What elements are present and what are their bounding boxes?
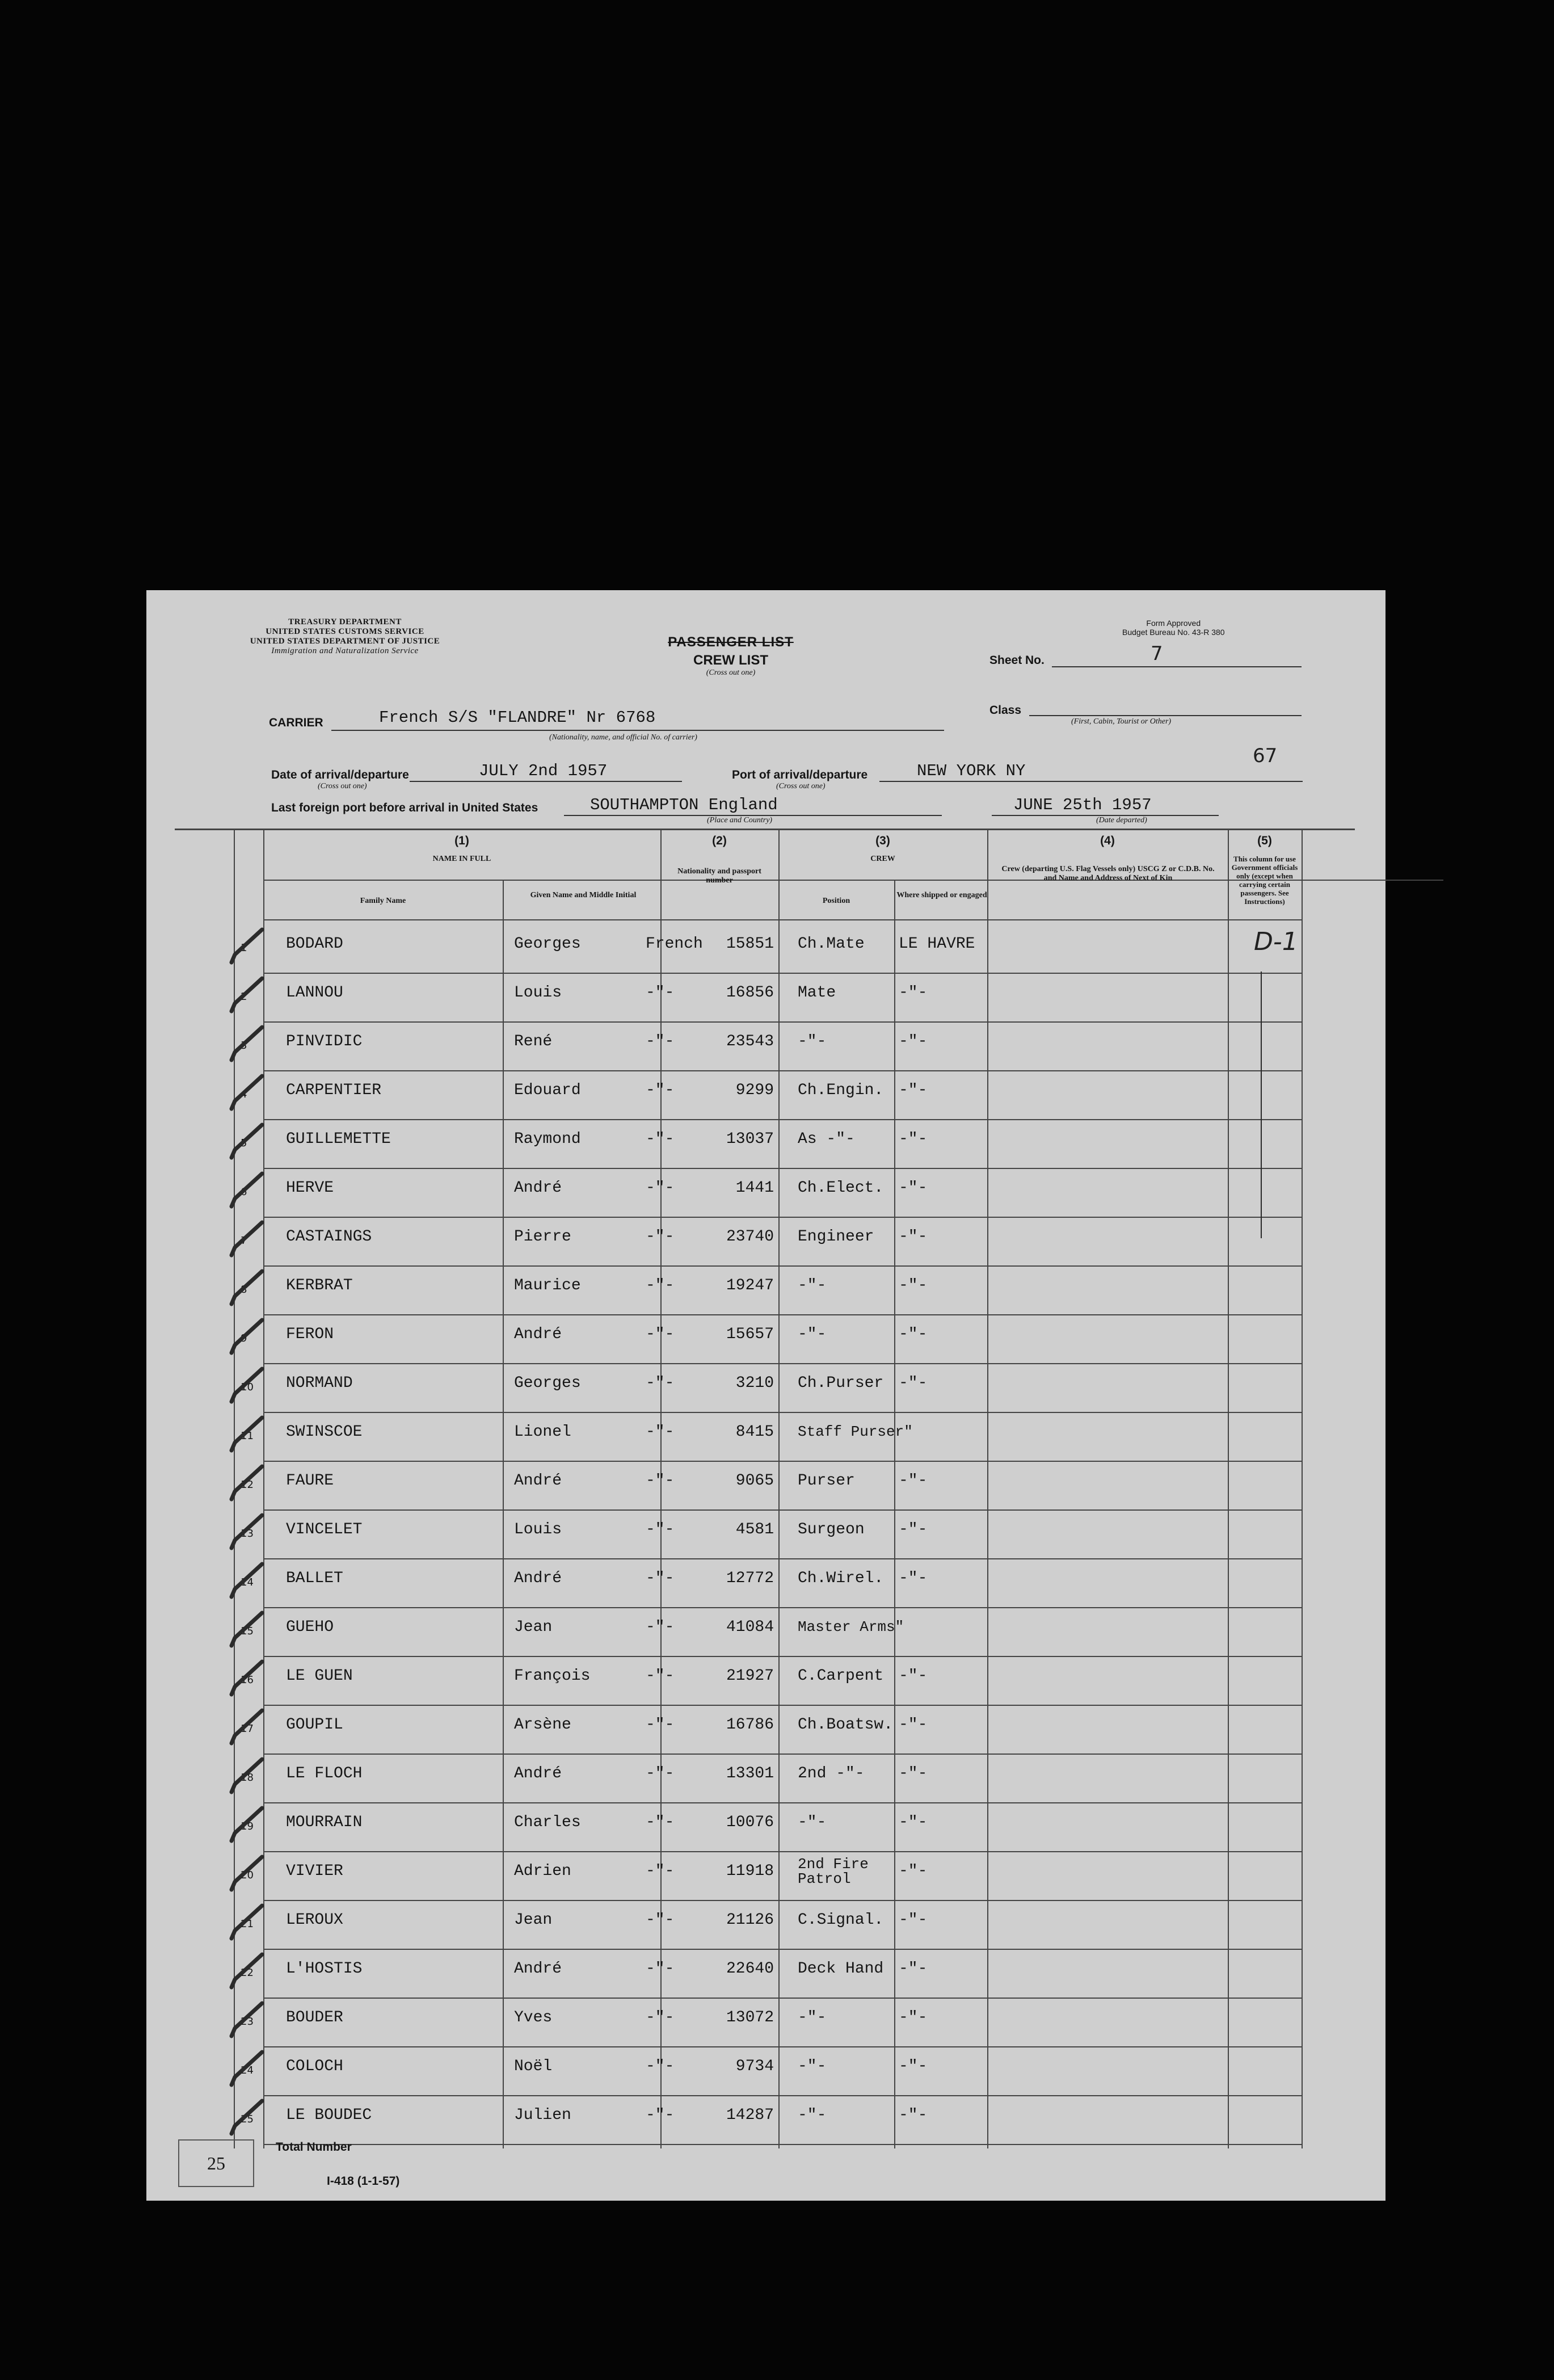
check-mark-icon [229, 1269, 267, 1309]
row-number: 4 [241, 1088, 247, 1100]
passport-cell: 9065 [735, 1472, 774, 1490]
given-name-cell: André [514, 1179, 562, 1197]
passport-cell: 1441 [735, 1179, 774, 1197]
total-number-value: 25 [207, 2152, 225, 2173]
given-name-cell: Arsène [514, 1716, 571, 1734]
table-row [146, 1315, 1385, 1364]
passport-cell: 23543 [726, 1033, 774, 1050]
shipped-cell: -"- [899, 2106, 928, 2124]
shipped-cell: -"- [899, 1862, 928, 1880]
passport-cell: 12772 [726, 1570, 774, 1587]
table-top-rule [175, 829, 1355, 830]
given-name-cell: Pierre [514, 1228, 571, 1246]
given-name-cell: François [514, 1667, 591, 1685]
shipped-cell: LE HAVRE [899, 935, 975, 953]
position-cell: Surgeon [798, 1521, 865, 1538]
table-row [146, 1023, 1385, 1071]
family-name-cell: SWINSCOE [286, 1423, 363, 1441]
table-row [146, 974, 1385, 1023]
departed-note: (Date departed) [1096, 816, 1147, 825]
col1-title: NAME IN FULL [432, 855, 491, 863]
carrier-note: (Nationality, name, and official No. of carrier) [549, 733, 697, 742]
check-mark-icon [229, 1171, 267, 1211]
nationality-cell: -"- [646, 1033, 675, 1050]
nationality-cell: -"- [646, 1082, 675, 1099]
position-cell: Purser [798, 1472, 855, 1490]
row-number: 2 [241, 991, 247, 1003]
check-mark-icon [229, 1659, 267, 1699]
col1-number: (1) [454, 834, 469, 847]
check-mark-icon [229, 2050, 267, 2089]
class-label: Class [989, 704, 1022, 717]
check-mark-icon [229, 1855, 267, 1894]
shipped-cell: -"- [899, 984, 928, 1002]
family-name-cell: GOUPIL [286, 1716, 343, 1734]
table-row [146, 1803, 1385, 1852]
position-cell: 2nd Fire Patrol [798, 1856, 869, 1887]
total-number-box [178, 2139, 254, 2187]
nationality-cell: -"- [646, 1521, 675, 1538]
position-cell: Ch.Elect. [798, 1179, 884, 1197]
row-number: 1 [241, 942, 247, 954]
position-cell: 2nd -"- [798, 1765, 865, 1782]
row-number: 19 [241, 1820, 254, 1832]
position-header: Position [822, 897, 850, 905]
total-number-label: Total Number [276, 2141, 352, 2154]
last-port-value: SOUTHAMPTON England [590, 796, 778, 814]
family-name-header: Family Name [360, 897, 406, 905]
passport-cell: 23740 [726, 1228, 774, 1246]
table-row [146, 1218, 1385, 1267]
passport-cell: 41084 [726, 1618, 774, 1636]
row-number: 25 [241, 2113, 254, 2125]
shipped-cell: -"- [899, 1179, 928, 1197]
table-row [146, 1999, 1385, 2047]
shipped-cell: -"- [899, 1082, 928, 1099]
passport-cell: 9734 [735, 2058, 774, 2075]
shipped-cell: -"- [899, 1277, 928, 1294]
given-name-cell: Raymond [514, 1130, 581, 1148]
table-row [146, 1706, 1385, 1755]
position-cell: -"- [798, 1814, 827, 1831]
check-mark-icon [229, 976, 267, 1016]
given-name-cell: Edouard [514, 1082, 581, 1099]
nationality-cell: -"- [646, 1374, 675, 1392]
passenger-list-struck: PASSENGER LIST [668, 634, 794, 650]
position-cell: Engineer [798, 1228, 874, 1246]
port-value: NEW YORK NY [917, 762, 1026, 780]
position-cell: C.Carpent [798, 1667, 884, 1685]
row-number: 22 [241, 1967, 254, 1979]
passport-cell: 8415 [735, 1423, 774, 1441]
cross-out-note: (Cross out one) [706, 668, 756, 677]
nationality-cell: -"- [646, 1277, 675, 1294]
table-row [146, 1462, 1385, 1511]
nationality-cell: -"- [646, 1716, 675, 1734]
position-cell: -"- [798, 2009, 827, 2026]
family-name-cell: CARPENTIER [286, 1082, 382, 1099]
passport-cell: 16786 [726, 1716, 774, 1734]
row-number: 9 [241, 1332, 247, 1344]
row-number: 20 [241, 1869, 254, 1881]
check-mark-icon [229, 1318, 267, 1357]
check-mark-icon [229, 1757, 267, 1797]
shipped-cell: -"- [899, 2009, 928, 2026]
given-name-cell: Georges [514, 935, 581, 953]
family-name-cell: LEROUX [286, 1911, 343, 1929]
given-name-cell: Yves [514, 2009, 553, 2026]
position-cell: -"- [798, 1277, 827, 1294]
check-mark-icon [229, 1464, 267, 1504]
given-name-cell: Noël [514, 2058, 553, 2075]
family-name-cell: FERON [286, 1326, 334, 1343]
port-label: Port of arrival/departure [732, 768, 868, 781]
nationality-cell: -"- [646, 984, 675, 1002]
row-number: 11 [241, 1430, 254, 1442]
row-number: 5 [241, 1137, 247, 1149]
check-mark-icon [229, 1708, 267, 1748]
approved-line-1: Form Approved [1146, 619, 1201, 628]
family-name-cell: LANNOU [286, 984, 343, 1002]
check-mark-icon [229, 1611, 267, 1650]
col5-title: This column for use Government officials only (except when carrying certain passengers. See Instructions) [1231, 855, 1298, 906]
check-mark-icon [229, 1952, 267, 1992]
position-cell: -"- [798, 2106, 827, 2124]
passport-cell: 4581 [735, 1521, 774, 1538]
position-cell: Ch.Engin. [798, 1082, 884, 1099]
row-number: 18 [241, 1772, 254, 1784]
table-row [146, 1608, 1385, 1657]
row-number: 24 [241, 2064, 254, 2076]
given-name-cell: André [514, 1960, 562, 1978]
check-mark-icon [229, 1122, 267, 1162]
row-number: 16 [241, 1674, 254, 1686]
shipped-cell: -"- [899, 1326, 928, 1343]
row-number: 14 [241, 1576, 254, 1588]
last-port-label: Last foreign port before arrival in United States [271, 801, 538, 814]
nationality-cell: -"- [646, 1667, 675, 1685]
agency-line-4: Immigration and Naturalization Service [271, 646, 419, 655]
table-row [146, 1267, 1385, 1315]
table-row [146, 1852, 1385, 1901]
passport-cell: 3210 [735, 1374, 774, 1392]
row-rule [263, 2144, 1302, 2145]
family-name-cell: LE BOUDEC [286, 2106, 372, 2124]
agency-line-2: UNITED STATES CUSTOMS SERVICE [266, 627, 424, 636]
departed-value: JUNE 25th 1957 [1013, 796, 1152, 814]
passport-cell: 13037 [726, 1130, 774, 1148]
passport-cell: 22640 [726, 1960, 774, 1978]
row-number: 13 [241, 1528, 254, 1540]
table-row [146, 1950, 1385, 1999]
shipped-cell: -"- [899, 1521, 928, 1538]
position-cell: Ch.Wirel. [798, 1570, 884, 1587]
class-note: (First, Cabin, Tourist or Other) [1071, 717, 1172, 726]
position-cell: Master Arms" [798, 1618, 904, 1635]
nationality-cell: -"- [646, 1765, 675, 1782]
position-cell: Deck Hand [798, 1960, 884, 1978]
shipped-header: Where shipped or engaged [896, 891, 987, 899]
port-cross-note: (Cross out one) [776, 782, 826, 790]
col3-number: (3) [875, 834, 890, 847]
nationality-cell: -"- [646, 2106, 675, 2124]
shipped-cell: -"- [899, 1911, 928, 1929]
position-cell: Staff Purser" [798, 1423, 913, 1440]
row-number: 15 [241, 1625, 254, 1637]
shipped-cell: -"- [899, 1570, 928, 1587]
table-row [146, 1755, 1385, 1803]
passport-cell: 13072 [726, 2009, 774, 2026]
position-cell: Mate [798, 984, 836, 1002]
official-annotation-line [1261, 972, 1262, 1238]
check-mark-icon [229, 1025, 267, 1065]
approved-line-2: Budget Bureau No. 43-R 380 [1122, 628, 1225, 637]
date-cross-note: (Cross out one) [318, 782, 367, 790]
given-name-cell: Lionel [514, 1423, 571, 1441]
carrier-label: CARRIER [269, 716, 323, 729]
table-row [146, 925, 1385, 974]
col3-title: CREW [870, 855, 895, 863]
given-name-cell: André [514, 1326, 562, 1343]
row-number: 12 [241, 1479, 254, 1491]
given-name-cell: Louis [514, 984, 562, 1002]
table-row [146, 1413, 1385, 1462]
given-name-cell: André [514, 1765, 562, 1782]
family-name-cell: BALLET [286, 1570, 343, 1587]
shipped-cell: -"- [899, 1228, 928, 1246]
position-cell: Ch.Mate [798, 935, 865, 953]
shipped-cell: -"- [899, 1814, 928, 1831]
family-name-cell: NORMAND [286, 1374, 353, 1392]
nationality-cell: -"- [646, 1814, 675, 1831]
sheet-label: Sheet No. [989, 654, 1045, 667]
passport-cell: 19247 [726, 1277, 774, 1294]
family-name-cell: LE GUEN [286, 1667, 353, 1685]
passport-cell: 11918 [726, 1862, 774, 1880]
passport-cell: 9299 [735, 1082, 774, 1099]
family-name-cell: VINCELET [286, 1521, 363, 1538]
family-name-cell: GUILLEMETTE [286, 1130, 391, 1148]
shipped-cell: -"- [899, 1667, 928, 1685]
nationality-cell: -"- [646, 1862, 675, 1880]
date-value: JULY 2nd 1957 [479, 762, 608, 780]
check-mark-icon [229, 1415, 267, 1455]
family-name-cell: BODARD [286, 935, 343, 953]
table-row [146, 2047, 1385, 2096]
shipped-cell: -"- [899, 2058, 928, 2075]
agency-line-3: UNITED STATES DEPARTMENT OF JUSTICE [250, 637, 440, 646]
crew-list-form [146, 590, 1385, 2201]
sheet-number: 7 [1151, 642, 1163, 665]
table-row [146, 1071, 1385, 1120]
nationality-cell: -"- [646, 1570, 675, 1587]
given-name-cell: Julien [514, 2106, 571, 2124]
nationality-cell: -"- [646, 2009, 675, 2026]
position-cell: Ch.Boatsw. [798, 1716, 894, 1734]
date-label: Date of arrival/departure [271, 768, 409, 781]
given-name-cell: André [514, 1472, 562, 1490]
table-row [146, 1901, 1385, 1950]
given-name-header: Given Name and Middle Initial [530, 891, 637, 899]
family-name-cell: HERVE [286, 1179, 334, 1197]
check-mark-icon [229, 2099, 267, 2138]
passport-cell: 13301 [726, 1765, 774, 1782]
nationality-cell: French [646, 935, 703, 953]
check-mark-icon [229, 2001, 267, 2041]
shipped-cell: -"- [899, 1130, 928, 1148]
family-name-cell: COLOCH [286, 2058, 343, 2075]
official-annotation: D-1 [1254, 927, 1298, 956]
row-number: 3 [241, 1040, 247, 1052]
position-cell: As -"- [798, 1130, 855, 1148]
shipped-cell: -"- [899, 1765, 928, 1782]
given-name-cell: Maurice [514, 1277, 581, 1294]
family-name-cell: CASTAINGS [286, 1228, 372, 1246]
passport-cell: 21126 [726, 1911, 774, 1929]
table-row [146, 2096, 1385, 2145]
row-number: 17 [241, 1723, 254, 1735]
position-cell: C.Signal. [798, 1911, 884, 1929]
position-cell: -"- [798, 2058, 827, 2075]
nationality-cell: -"- [646, 1130, 675, 1148]
table-row [146, 1559, 1385, 1608]
family-name-cell: MOURRAIN [286, 1814, 363, 1831]
row-number: 21 [241, 1918, 254, 1930]
check-mark-icon [229, 1903, 267, 1943]
family-name-cell: LE FLOCH [286, 1765, 363, 1782]
shipped-cell: -"- [899, 1716, 928, 1734]
nationality-cell: -"- [646, 1960, 675, 1978]
nationality-cell: -"- [646, 1228, 675, 1246]
table-row [146, 1657, 1385, 1706]
given-name-cell: Jean [514, 1618, 553, 1636]
nationality-cell: -"- [646, 2058, 675, 2075]
check-mark-icon [229, 1220, 267, 1260]
place-note: (Place and Country) [707, 816, 773, 825]
check-mark-icon [229, 1074, 267, 1113]
row-number: 10 [241, 1381, 254, 1393]
table-row [146, 1511, 1385, 1559]
position-cell: Ch.Purser [798, 1374, 884, 1392]
row-number: 23 [241, 2016, 254, 2028]
check-mark-icon [229, 1513, 267, 1553]
crew-list-title: CREW LIST [693, 653, 768, 668]
position-cell: -"- [798, 1326, 827, 1343]
nationality-cell: -"- [646, 1326, 675, 1343]
row-number: 7 [241, 1235, 247, 1247]
given-name-cell: André [514, 1570, 562, 1587]
passport-cell: 10076 [726, 1814, 774, 1831]
check-mark-icon [229, 1562, 267, 1601]
shipped-cell: -"- [899, 1033, 928, 1050]
given-name-cell: René [514, 1033, 553, 1050]
table-row [146, 1120, 1385, 1169]
shipped-cell: -"- [899, 1960, 928, 1978]
nationality-cell: -"- [646, 1179, 675, 1197]
table-header-bottom [263, 919, 1302, 920]
crew-table [146, 590, 1385, 2201]
family-name-cell: PINVIDIC [286, 1033, 363, 1050]
given-name-cell: Georges [514, 1374, 581, 1392]
check-mark-icon [229, 1366, 267, 1406]
passport-cell: 15657 [726, 1326, 774, 1343]
col4-number: (4) [1100, 834, 1115, 847]
carrier-value: French S/S "FLANDRE" Nr 6768 [379, 708, 656, 727]
table-row [146, 1364, 1385, 1413]
given-name-cell: Jean [514, 1911, 553, 1929]
check-mark-icon [229, 927, 267, 967]
agency-line-1: TREASURY DEPARTMENT [288, 617, 402, 626]
given-name-cell: Adrien [514, 1862, 571, 1880]
shipped-cell: -"- [899, 1374, 928, 1392]
nationality-cell: -"- [646, 1423, 675, 1441]
row-number: 6 [241, 1186, 247, 1198]
family-name-cell: FAURE [286, 1472, 334, 1490]
nationality-cell: -"- [646, 1472, 675, 1490]
table-row [146, 1169, 1385, 1218]
position-cell: -"- [798, 1033, 827, 1050]
shipped-cell: -"- [899, 1472, 928, 1490]
family-name-cell: BOUDER [286, 2009, 343, 2026]
col5-number: (5) [1257, 834, 1272, 847]
given-name-cell: Louis [514, 1521, 562, 1538]
row-number: 8 [241, 1284, 247, 1296]
col2-title: Nationality and passport number [677, 867, 761, 885]
passport-cell: 16856 [726, 984, 774, 1002]
passport-cell: 21927 [726, 1667, 774, 1685]
given-name-cell: Charles [514, 1814, 581, 1831]
nationality-cell: -"- [646, 1618, 675, 1636]
family-name-cell: L'HOSTIS [286, 1960, 363, 1978]
passport-cell: 14287 [726, 2106, 774, 2124]
family-name-cell: GUEHO [286, 1618, 334, 1636]
passport-cell: 15851 [726, 935, 774, 953]
form-code: I-418 (1-1-57) [327, 2175, 400, 2188]
col2-number: (2) [712, 834, 727, 847]
check-mark-icon [229, 1806, 267, 1845]
family-name-cell: VIVIER [286, 1862, 343, 1880]
corner-number: 67 [1253, 745, 1278, 767]
nationality-cell: -"- [646, 1911, 675, 1929]
family-name-cell: KERBRAT [286, 1277, 353, 1294]
col4-title: Crew (departing U.S. Flag Vessels only) USCG Z or C.D.B. No. and Name and Address of Next of Kin [1001, 865, 1215, 882]
